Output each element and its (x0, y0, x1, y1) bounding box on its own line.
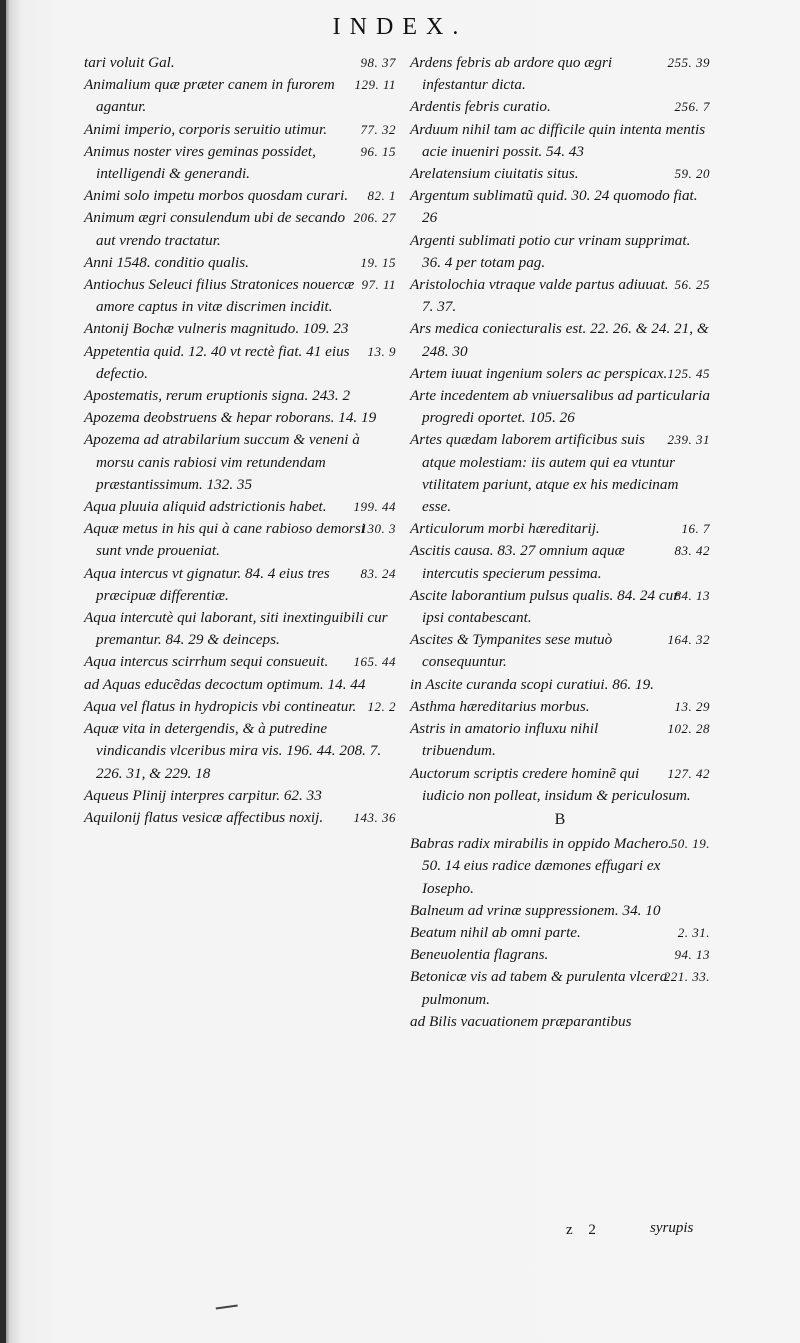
index-entry (84, 119, 396, 141)
entry-text: Apozema deobstruens & hepar roborans. 14. 19 (84, 409, 377, 427)
entry-text: Anni 1548. conditio qualis. (84, 253, 249, 271)
index-entry (84, 141, 396, 185)
entry-text: Aquæ vita in detergendis, & à putredine vindicandis vlceribus mira vis. 196. 44. 208. 7. 226. 31, & 229. 18 (84, 720, 382, 782)
index-entry (410, 163, 710, 185)
entry-text: Ascite laborantium pulsus qualis. 84. 24 cur ipsi contabescant. (410, 586, 680, 627)
index-entry (410, 696, 710, 718)
index-entry (84, 207, 396, 251)
index-entry (410, 429, 710, 518)
index-entry (84, 252, 396, 274)
page-reference: 165. 44 (353, 654, 396, 670)
page-reference: 127. 42 (667, 765, 710, 781)
index-entry (410, 318, 710, 362)
page-reference: 84. 13 (674, 587, 710, 603)
page-reference: 221. 33. (663, 969, 710, 985)
index-entry (84, 185, 396, 207)
index-entry (84, 651, 396, 673)
entry-text: Argenti sublimati potio cur vrinam supprimat. 36. 4 per totam pag. (410, 231, 691, 271)
entry-text: Astris in amatorio influxu nihil tribuendum. (410, 720, 599, 760)
entry-text: Aqueus Plinij interpres carpitur. 62. 33 (84, 786, 322, 804)
entry-text: Betonicæ vis ad tabem & purulenta vlcera pulmonum. (410, 968, 668, 1008)
entry-text: Aristolochia vtraque valde partus adiuuat. 7. 37. (410, 276, 669, 316)
page-reference: 12. 2 (367, 698, 396, 714)
index-entry (84, 607, 396, 651)
section-letter: B (554, 810, 566, 828)
entry-text: ad Bilis vacuationem præparantibus (410, 1012, 632, 1030)
entry-text: Beneuolentia flagrans. (410, 946, 549, 964)
index-entry (410, 119, 710, 163)
page-reference: 13. 9 (367, 343, 396, 359)
index-entry (84, 429, 396, 496)
entry-text: Animi imperio, corporis seruitio utimur. (84, 120, 328, 138)
entry-text: Animum ægri consulendum ubi de secando aut vrendo tractatur. (84, 209, 346, 249)
entry-text: Balneum ad vrinæ suppressionem. 34. 10 (410, 901, 661, 919)
left-index-column (84, 52, 396, 829)
page-reference: 255. 39 (667, 55, 710, 70)
index-entry (84, 318, 396, 340)
index-entry (84, 496, 396, 518)
entry-text: Auctorum scriptis credere hominẽ qui iudicio non polleat, insidum & periculosum. (410, 764, 691, 804)
page-reference: 129. 11 (354, 77, 396, 93)
page-reference: 130. 3 (360, 521, 396, 537)
index-entry (410, 585, 710, 629)
index-entry (410, 52, 710, 96)
page-reference: 96. 15 (360, 143, 396, 159)
entry-text: Articulorum morbi hæreditarij. (410, 520, 600, 538)
index-entry (410, 944, 710, 966)
ink-stroke-mark (216, 1304, 239, 1313)
entry-text: ad Aquas educẽdas decoctum optimum. 14. 44 (84, 675, 366, 693)
entry-text: Arelatensium ciuitatis situs. (410, 165, 579, 183)
page-reference: 256. 7 (674, 99, 710, 115)
page-reference: 59. 20 (674, 166, 710, 182)
entry-text: tari voluit Gal. (84, 54, 175, 71)
index-entry (410, 185, 710, 229)
page-reference: 125. 45 (667, 365, 710, 381)
index-entry (84, 74, 396, 118)
entry-text: Artes quædam laborem artificibus suis atque molestiam: iis autem qui ea vtuntur vtilitatem pariunt, atque ex his medicinam esse. (410, 431, 679, 516)
entry-text: Ardentis febris curatio. (410, 98, 551, 116)
entry-text: Asthma hæreditarius morbus. (410, 697, 590, 715)
page-reference: 102. 28 (667, 721, 710, 737)
page-reference: 143. 36 (353, 809, 396, 825)
entry-text: Animalium quæ præter canem in furorem agantur. (84, 76, 335, 116)
page-reference: 164. 32 (667, 632, 710, 648)
right-index-column (410, 52, 710, 1033)
entry-text: Aquilonij flatus vesicæ affectibus noxij. (84, 808, 324, 826)
page-reference: 77. 32 (360, 121, 396, 137)
entry-text: Ascitis causa. 83. 27 omnium aquæ intercutis specierum pessima. (410, 542, 625, 582)
entry-text: Animi solo impetu morbos quosdam curari. (84, 187, 349, 205)
entry-text: Aquæ metus in his qui à cane rabioso demorsi sunt vnde proueniat. (84, 520, 365, 560)
page-reference: 56. 25 (674, 277, 710, 293)
page-reference: 2. 31. (677, 924, 710, 940)
entry-text: Appetentia quid. 12. 40 vt rectè fiat. 41 eius defectio. (84, 342, 350, 382)
index-entry (84, 563, 396, 607)
entry-text: Beatum nihil ab omni parte. (410, 923, 581, 941)
signature-mark: z 2 (566, 1222, 602, 1238)
page-reference: 98. 37 (360, 55, 396, 70)
entry-text: Ardens febris ab ardore quo ægri infestantur dicta. (410, 54, 613, 94)
page-reference: 50. 19. (670, 836, 710, 852)
index-entry (410, 96, 710, 118)
index-entry (84, 807, 396, 829)
index-entry (410, 1011, 710, 1033)
page-reference: 239. 31 (667, 432, 710, 448)
page-reference: 16. 7 (681, 521, 710, 537)
index-entry (84, 341, 396, 385)
entry-text: Aqua intercus scirrhum sequi consueuit. (84, 653, 329, 671)
entry-text: Apozema ad atrabilarium succum & veneni à morsu canis rabiosi vim retundendam præstantissimum. 132. 35 (84, 431, 360, 493)
entry-text: Ars medica coniecturalis est. 22. 26. & 24. 21, & 248. 30 (410, 320, 709, 360)
entry-text: in Ascite curanda scopi curatiui. 86. 19. (410, 675, 654, 693)
page-reference: 206. 27 (353, 210, 396, 226)
page-reference: 19. 15 (360, 254, 396, 270)
index-entry (410, 363, 710, 385)
entry-text: Argentum sublimatũ quid. 30. 24 quomodo fiat. 26 (410, 187, 698, 227)
index-entry (84, 518, 396, 562)
entry-text: Animus noster vires geminas possidet, intelligendi & generandi. (84, 142, 316, 183)
index-entry (410, 922, 710, 944)
page-reference: 83. 42 (674, 543, 710, 559)
entry-text: Antonij Bochæ vulneris magnitudo. 109. 23 (84, 320, 349, 338)
entry-text: Aqua vel flatus in hydropicis vbi contineatur. (84, 697, 357, 715)
index-entry (410, 629, 710, 673)
page-reference: 199. 44 (353, 499, 396, 515)
page-header: INDEX. (332, 14, 468, 40)
index-entry (84, 52, 396, 74)
index-entry (410, 763, 710, 807)
index-entry (410, 274, 710, 318)
index-entry (410, 833, 710, 900)
entry-text: Arte incedentem ab vniuersalibus ad particularia progredi oportet. 105. 26 (410, 387, 710, 427)
index-entry (410, 385, 710, 429)
index-entry (410, 230, 710, 274)
index-entry (84, 674, 396, 696)
page-reference: 82. 1 (367, 188, 396, 204)
index-entry (84, 785, 396, 807)
index-entry (410, 674, 710, 696)
page-reference: 13. 29 (674, 698, 710, 714)
page-reference: 83. 24 (360, 565, 396, 581)
index-entry (410, 966, 710, 1010)
entry-text: Babras radix mirabilis in oppido Machero. 50. 14 eius radice dæmones effugari ex Iosepho. (410, 835, 672, 897)
index-entry (410, 718, 710, 762)
page-reference: 97. 11 (361, 277, 396, 293)
entry-text: Ascites & Tympanites sese mutuò consequuntur. (410, 631, 613, 671)
entry-text: Aqua pluuia aliquid adstrictionis habet. (84, 498, 327, 516)
index-entry (410, 900, 710, 922)
entry-text: Antiochus Seleuci filius Stratonices nouercæ amore captus in vitæ discrimen incidit. (84, 276, 355, 316)
page-reference: 94. 13 (674, 947, 710, 963)
entry-text: Aqua intercus vt gignatur. 84. 4 eius tres præcipuæ differentiæ. (84, 564, 330, 604)
index-entry (84, 696, 396, 718)
entry-text: Apostematis, rerum eruptionis signa. 243. 2 (84, 387, 351, 405)
index-entry (84, 718, 396, 785)
entry-text: Artem iuuat ingenium solers ac perspicax. (410, 364, 668, 382)
catchword: syrupis (650, 1220, 694, 1236)
index-entry (410, 540, 710, 584)
index-entry (84, 407, 396, 429)
entry-text: Aqua intercutè qui laborant, siti inextinguibili cur premantur. 84. 29 & deinceps. (84, 609, 388, 649)
entry-text: Arduum nihil tam ac difficile quin intenta mentis acie inueniri possit. 54. 43 (410, 120, 706, 160)
index-entry (84, 274, 396, 318)
index-entry (410, 518, 710, 540)
index-entry (84, 385, 396, 407)
book-spine-shadow (0, 0, 6, 1343)
